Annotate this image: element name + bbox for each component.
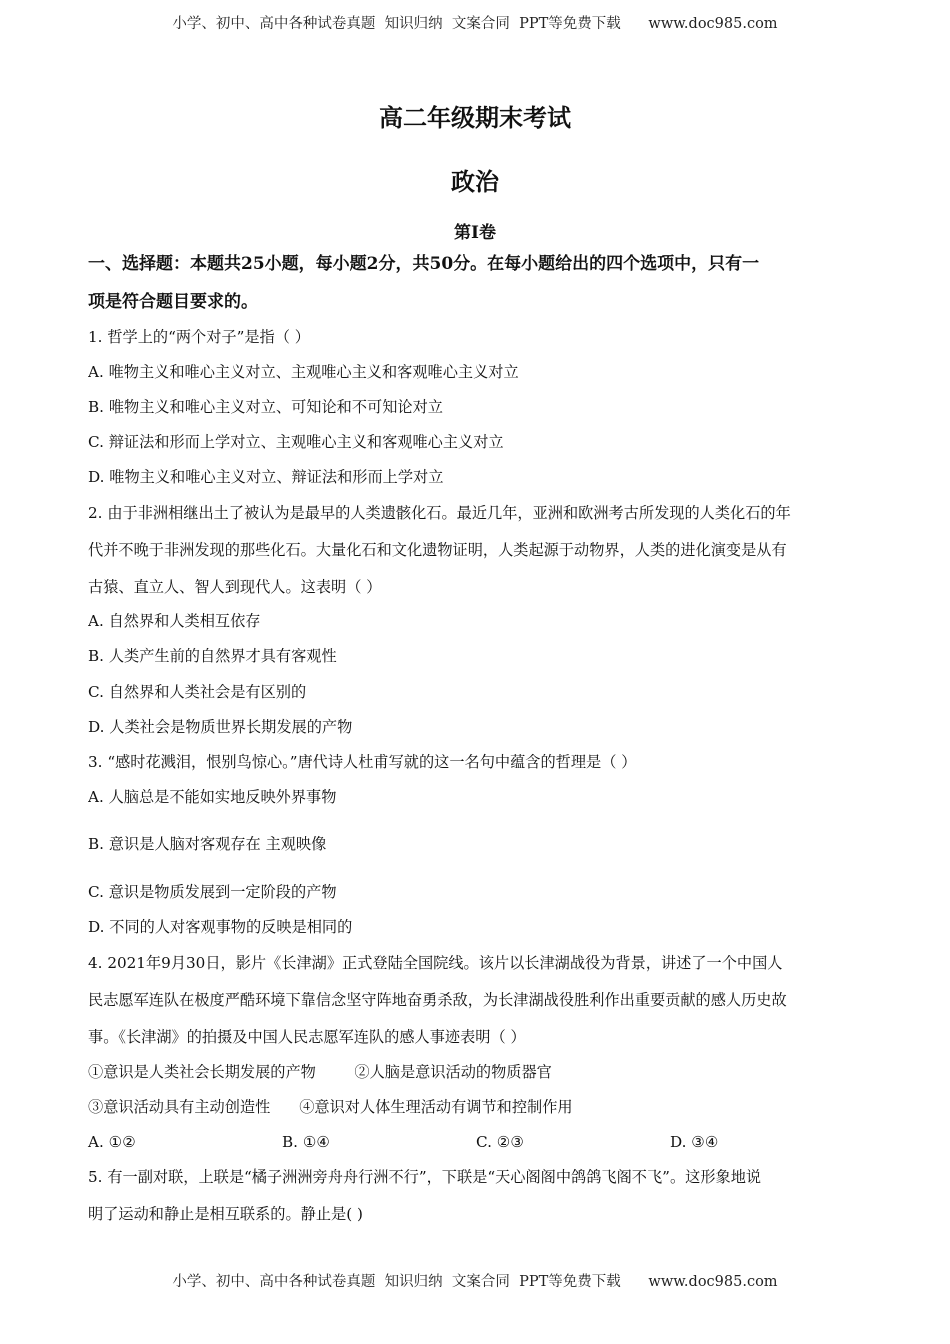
question-2-option-a: A. 自然界和人类相互依存 — [88, 612, 261, 630]
question-4-stem-line1: 4. 2021年9月30日，影片《长津湖》正式登陆全国院线。该片以长津湖战役为背景，讲述了一个中国人 — [88, 954, 783, 972]
question-4-choice-c: C. ②③ — [476, 1133, 524, 1151]
page-footer: 小学、初中、高中各种试卷真题 知识归纳 文案合同 PPT等免费下载 www.doc985.com — [172, 1274, 778, 1290]
section-instruction-line2: 项是符合题目要求的。 — [88, 292, 258, 312]
question-3-option-c: C. 意识是物质发展到一定阶段的产物 — [88, 883, 337, 901]
part-title: 第Ⅰ卷 — [454, 223, 496, 243]
question-3-stem: 3. “感时花溅泪，恨别鸟惊心。”唐代诗人杜甫写就的这一名句中蕴含的哲理是（ ） — [88, 753, 637, 771]
question-4-stem-line3: 事。《长津湖》的拍摄及中国人民志愿军连队的感人事迹表明（ ） — [88, 1028, 526, 1046]
question-4-choice-d: D. ③④ — [670, 1133, 719, 1151]
exam-title: 高二年级期末考试 — [379, 103, 571, 132]
question-5-stem-line2: 明了运动和静止是相互联系的。静止是( ) — [88, 1205, 363, 1223]
question-4-choice-a: A. ①② — [88, 1133, 136, 1151]
question-4-statements-line1: ①意识是人类社会长期发展的产物 ②人脑是意识活动的物质器官 — [88, 1063, 552, 1081]
question-3-option-b: B. 意识是人脑对客观存在 主观映像 — [88, 835, 327, 853]
question-4-choice-b: B. ①④ — [282, 1133, 331, 1151]
question-2-option-c: C. 自然界和人类社会是有区别的 — [88, 683, 307, 701]
question-3-option-a: A. 人脑总是不能如实地反映外界事物 — [88, 788, 337, 806]
page-header: 小学、初中、高中各种试卷真题 知识归纳 文案合同 PPT等免费下载 www.doc985.com — [172, 16, 778, 32]
question-5-stem-line1: 5. 有一副对联，上联是“橘子洲洲旁舟舟行洲不行”，下联是“天心阁阁中鸽鸽飞阁不飞”。这形象地说 — [88, 1168, 762, 1186]
question-2-option-d: D. 人类社会是物质世界长期发展的产物 — [88, 718, 353, 736]
question-3-option-d: D. 不同的人对客观事物的反映是相同的 — [88, 918, 353, 936]
question-1-stem: 1. 哲学上的“两个对子”是指（ ） — [88, 328, 310, 346]
question-2-stem-line3: 古猿、直立人、智人到现代人。这表明（ ） — [88, 578, 382, 596]
question-4-stem-line2: 民志愿军连队在极度严酷环境下靠信念坚守阵地奋勇杀敌，为长津湖战役胜利作出重要贡献的感人历史故 — [88, 991, 787, 1009]
subject-title: 政治 — [451, 167, 499, 196]
question-2-option-b: B. 人类产生前的自然界才具有客观性 — [88, 647, 337, 665]
question-1-option-a: A. 唯物主义和唯心主义对立、主观唯心主义和客观唯心主义对立 — [88, 363, 519, 381]
question-4-statements-line2: ③意识活动具有主动创造性 ④意识对人体生理活动有调节和控制作用 — [88, 1098, 573, 1116]
question-1-option-d: D. 唯物主义和唯心主义对立、辩证法和形而上学对立 — [88, 468, 444, 486]
question-1-option-c: C. 辩证法和形而上学对立、主观唯心主义和客观唯心主义对立 — [88, 433, 504, 451]
question-1-option-b: B. 唯物主义和唯心主义对立、可知论和不可知论对立 — [88, 398, 443, 416]
question-2-stem-line2: 代并不晚于非洲发现的那些化石。大量化石和文化遗物证明，人类起源于动物界，人类的进化演变是从有 — [88, 541, 787, 559]
question-2-stem-line1: 2. 由于非洲相继出土了被认为是最早的人类遗骸化石。最近几年，亚洲和欧洲考古所发现的人类化石的年 — [88, 504, 791, 522]
section-instruction-line1: 一、选择题：本题共25小题，每小题2分，共50分。在每小题给出的四个选项中，只有一 — [88, 254, 760, 274]
